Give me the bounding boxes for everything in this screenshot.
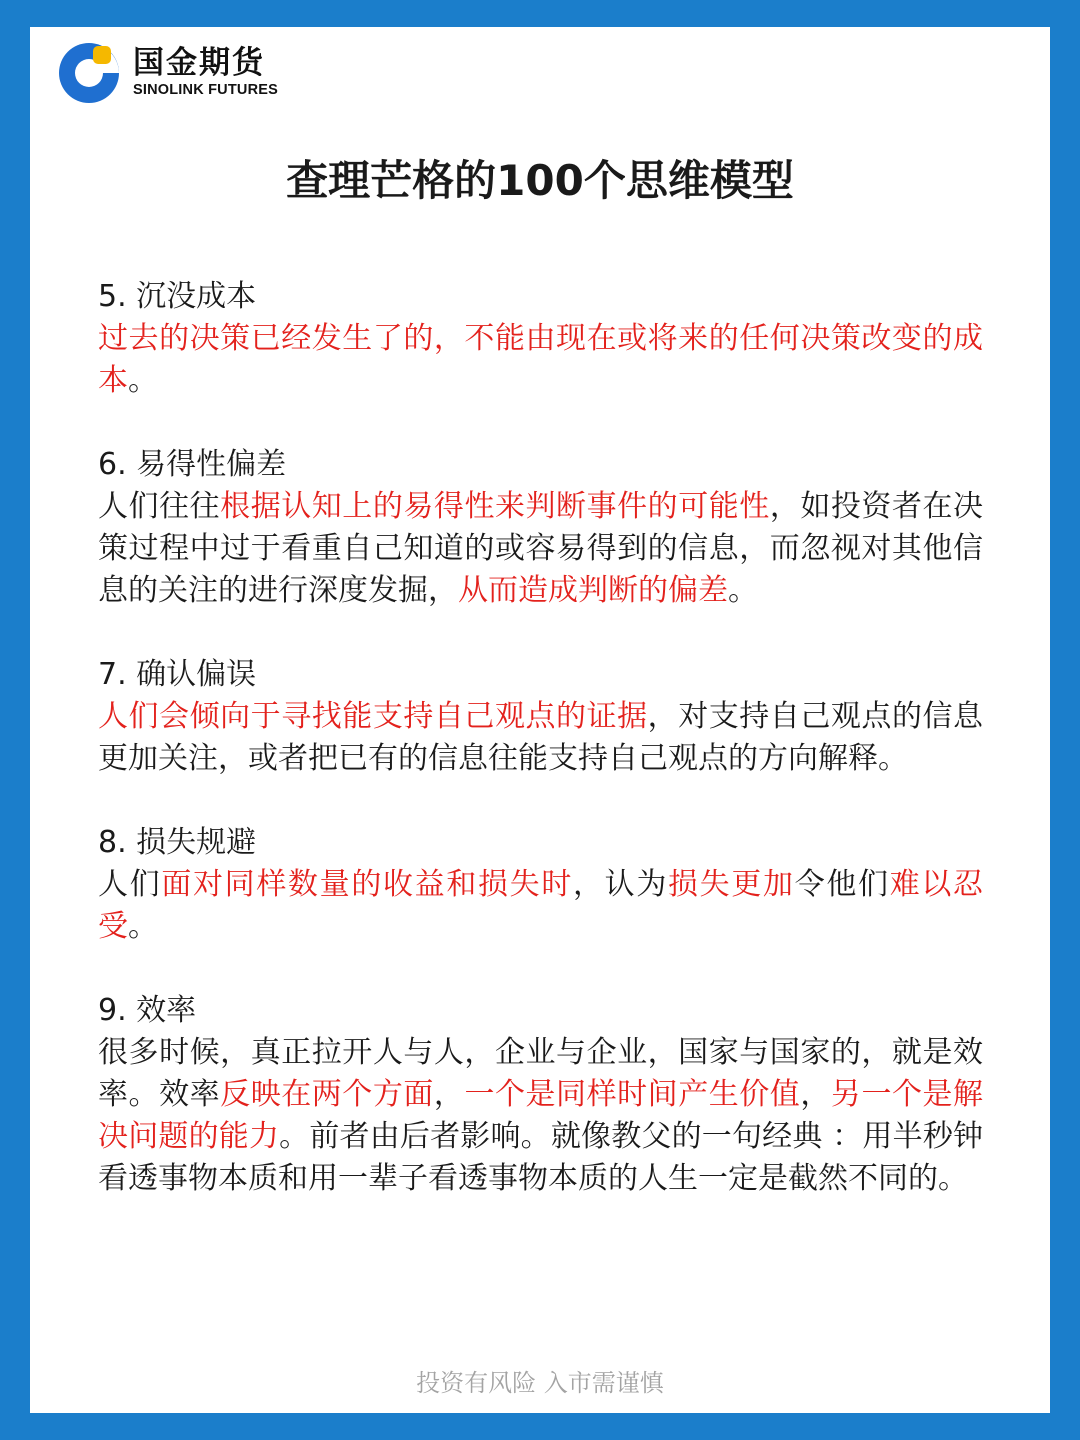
model-heading: 6. 易得性偏差 [98, 447, 287, 482]
plain-text: ，认为 [573, 867, 669, 902]
highlight-text: 根据认知上的易得性来判断事件的可能性 [220, 489, 770, 524]
highlight-text: 损失更加 [668, 867, 795, 902]
model-description [98, 864, 983, 948]
brand-text [133, 45, 278, 99]
plain-text: 令他们 [794, 867, 890, 902]
highlight-text: 反映在两个方面 [220, 1077, 434, 1112]
content-card [30, 27, 1050, 1413]
highlight-text: 一个是同样时间产生价值 [464, 1077, 801, 1112]
highlight-text: 人们会倾向于寻找能支持自己观点的证据 [98, 699, 648, 734]
model-section [98, 990, 983, 1200]
plain-text: 人们 [98, 867, 162, 902]
sinolink-logo-icon [57, 40, 121, 104]
highlight-text: 另一个是解决问题的能力 [98, 1077, 984, 1154]
model-description [98, 486, 983, 612]
model-section [98, 276, 983, 402]
plain-text: ， [800, 1077, 831, 1112]
plain-text: 。 [128, 909, 158, 944]
model-section [98, 654, 983, 780]
model-description [98, 696, 983, 780]
page-title: 查理芒格的100个思维模型 [286, 156, 794, 205]
plain-text: 。 [128, 363, 158, 398]
plain-text: 很多时候，真正拉开人与人，企业与企业，国家与国家的，就是效率。效率 [98, 1035, 983, 1112]
model-list [98, 276, 983, 1200]
highlight-text: 难以忍受 [98, 867, 984, 944]
brand-name-cn: 国金期货 [133, 45, 265, 81]
plain-text: 。 [728, 573, 758, 608]
highlight-text: 从而造成判断的偏差 [458, 573, 728, 608]
plain-text: 。前者由后者影响。就像教父的一句经典 ：用半秒钟看透事物本质和用一辈子看透事物本质的人生一定是截然不同的。 [98, 1119, 984, 1196]
model-section [98, 444, 983, 612]
risk-disclaimer: 投资有风险 入市需谨慎 [416, 1369, 664, 1397]
model-heading: 8. 损失规避 [98, 825, 257, 860]
model-heading: 5. 沉没成本 [98, 279, 257, 314]
brand-name-en: SINOLINK FUTURES [133, 82, 278, 98]
highlight-text: 过去的决策已经发生了的，不能由现在或将来的任何决策改变的成本 [98, 321, 983, 398]
model-section [98, 822, 983, 948]
plain-text: 人们往往 [98, 489, 221, 524]
brand-logo [57, 40, 278, 104]
plain-text: ， [433, 1077, 465, 1112]
model-description [98, 318, 983, 402]
plain-text: ，对支持自己观点的信息更加关注，或者把已有的信息往能支持自己观点的方向解释。 [98, 699, 984, 776]
model-heading: 9. 效率 [98, 993, 197, 1028]
highlight-text: 面对同样数量的收益和损失时 [161, 867, 574, 902]
model-heading: 7. 确认偏误 [98, 657, 257, 692]
plain-text: ，如投资者在决策过程中过于看重自己知道的或容易得到的信息，而忽视对其他信息的关注的进行深度发掘， [98, 489, 984, 608]
model-description [98, 1032, 983, 1200]
